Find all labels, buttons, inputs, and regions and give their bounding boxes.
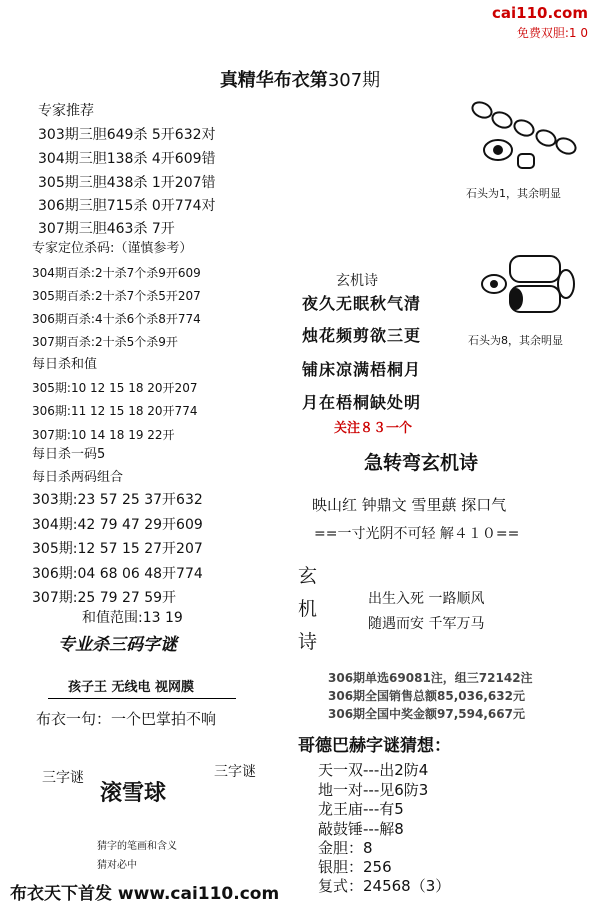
godel-row: 银胆：256 (318, 858, 392, 876)
poem-line: 月在梧桐缺处明 (302, 393, 422, 412)
stone-caption-2: 石头为8，其余明显 (468, 334, 563, 347)
expert-row: 305期三胆438杀 1开207错 (38, 175, 216, 191)
sales-stat: 306期单选69081注，组三72142注 (328, 671, 533, 685)
position-kill-row: 306期百杀:4十杀6个杀8开774 (32, 312, 201, 326)
daily-sum-row: 306期:11 12 15 18 20开774 (32, 404, 198, 418)
stone-chain-image-1 (468, 98, 578, 180)
stone-chain-image-2 (480, 246, 590, 322)
divider (48, 698, 236, 699)
expert-row: 304期三胆138杀 4开609错 (38, 151, 216, 167)
poem-line: 铺床凉满梧桐月 (302, 360, 422, 379)
page-title: 真精华布衣第307期 (219, 70, 381, 91)
pair-kill-row: 303期:23 57 25 37开632 (32, 492, 203, 508)
mystic-poem-heading: 玄机诗 (336, 273, 378, 289)
godel-heading: 哥德巴赫字谜猜想： (298, 736, 451, 756)
godel-row: 龙王庙---有5 (318, 800, 404, 818)
godel-row: 复式：24568（3） (318, 877, 451, 895)
poem-line: 夜久无眠秋气清 (302, 294, 422, 313)
turn-poem-line: ==一寸光阴不可轻 解４１０== (314, 526, 520, 542)
sales-stat: 306期全国中奖金额97,594,667元 (328, 707, 525, 721)
expert-heading: 专家推荐 (38, 103, 94, 119)
expert-row: 303期三胆649杀 5开632对 (38, 127, 216, 143)
pro-kill-title: 专业杀三码字谜 (58, 635, 177, 655)
pair-kill-row: 306期:04 68 06 48开774 (32, 566, 203, 582)
pair-kill-row: 304期:42 79 47 29开609 (32, 517, 203, 533)
position-kill-row: 305期百杀:2十杀7个杀5开207 (32, 289, 201, 303)
buyi-line: 布衣一句：一个巴掌拍不响 (36, 710, 217, 728)
position-kill-row: 304期百杀:2十杀7个杀9开609 (32, 266, 201, 280)
position-kill-row: 307期百杀:2十杀5个杀9开 (32, 335, 178, 349)
xuanji-char: 机 (298, 598, 318, 620)
expert-row: 306期三胆715杀 0开774对 (38, 198, 216, 214)
godel-row: 敲鼓锤---解8 (318, 820, 404, 838)
godel-row: 金胆：8 (318, 839, 373, 857)
footer-banner: 布衣天下首发 www.cai110.com (10, 884, 280, 904)
godel-row: 天一双---出2防4 (318, 761, 429, 779)
sales-stat: 306期全国销售总额85,036,632元 (328, 689, 525, 703)
pair-kill-row: 307期:25 79 27 59开 (32, 590, 177, 606)
stone-caption-1: 石头为1，其余明显 (466, 187, 561, 200)
xuanji-char: 玄 (298, 565, 318, 587)
daily-sum-row: 305期:10 12 15 18 20开207 (32, 381, 198, 395)
attention-text: 关注８３一个 (334, 421, 413, 436)
daily-sum-row: 307期:10 14 18 19 22开 (32, 428, 175, 442)
riddle-note: 猜字的笔画和含义 (97, 841, 177, 852)
snowball-word: 滚雪球 (100, 781, 167, 806)
sum-range: 和值范围:13 19 (82, 610, 183, 626)
poem-line: 烛花频剪欲三更 (302, 326, 422, 345)
godel-row: 地一对---见6防3 (318, 781, 429, 799)
site-domain: cai110.com (492, 4, 588, 22)
daily-kill-one: 每日杀一码5 (32, 447, 106, 462)
daily-sum-heading: 每日杀和值 (32, 357, 98, 372)
xuanji-char: 诗 (298, 631, 318, 653)
turn-poem-line: 映山红 钟鼎文 雪里蕻 探口气 (312, 496, 507, 514)
position-kill-heading: 专家定位杀码:（谨慎参考） (32, 241, 193, 256)
kid-line: 孩子王 无线电 视网膜 (68, 680, 195, 695)
free-double-pick: 免费双胆:1 0 (516, 26, 588, 40)
riddle-tag-right: 三字谜 (214, 764, 256, 780)
expert-row: 307期三胆463杀 7开 (38, 221, 175, 237)
xuanji-line: 出生入死 一路顺风 (368, 591, 485, 607)
turn-poem-heading: 急转弯玄机诗 (364, 452, 479, 474)
xuanji-line: 随遇而安 千军万马 (368, 616, 485, 632)
pair-kill-row: 305期:12 57 15 27开207 (32, 541, 203, 557)
riddle-tag-left: 三字谜 (42, 770, 84, 786)
riddle-note: 猜对必中 (97, 860, 137, 871)
pair-kill-heading: 每日杀两码组合 (32, 470, 124, 485)
